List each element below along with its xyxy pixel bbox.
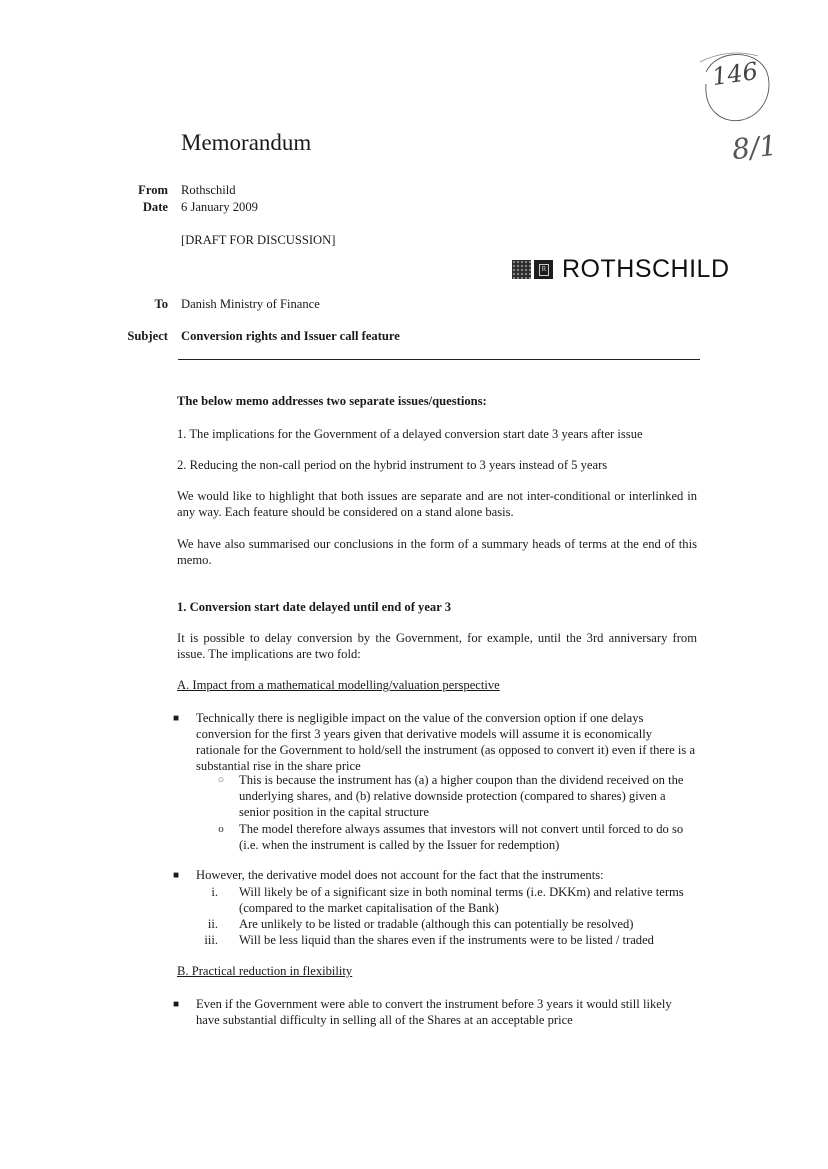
to-value: Danish Ministry of Finance <box>181 297 320 311</box>
subsection-a-sub-bullet-1: This is because the instrument has (a) a higher coupon than the dividend received on the underlying shares, and (b) relative downside protection (compared to shares) given a senior position in the capital structure <box>239 773 684 819</box>
section-1-intro: It is possible to delay conversion by the Government, for example, until the 3rd anniversary from issue. The implications are two fold: <box>177 631 697 661</box>
roman-list-item: Are unlikely to be listed or tradable (although this can potentially be resolved) <box>239 917 634 931</box>
rothschild-logo <box>512 256 730 282</box>
subsection-a-bullet-2: However, the derivative model does not account for the fact that the instruments: <box>196 868 604 882</box>
roman-numeral: iii. <box>204 933 218 947</box>
subsection-a-bullet-1: Technically there is negligible impact on the value of the conversion option if one delays conversion for the first 3 years given that derivative models will assume it is economically rationale for the Government to hold/sell the instrument (as opposed to convert it) even if there is a substantial rise in the share price <box>196 711 696 773</box>
subsection-b-heading: B. Practical reduction in flexibility <box>177 964 353 978</box>
roman-list-item: Will likely be of a significant size in both nominal terms (i.e. DKKm) and relative terms (compared to the market capitalisation of the Bank) <box>239 885 684 915</box>
bullet-square-icon: ■ <box>173 713 180 724</box>
header-divider <box>178 359 700 360</box>
handwritten-page-mark: 8/1 <box>730 128 779 167</box>
subsection-b-bullet-1: Even if the Government were able to convert the instrument before 3 years it would still likely have substantial difficulty in selling all of the Shares at an acceptable price <box>196 997 672 1027</box>
memo-title: Memorandum <box>181 130 312 155</box>
subject-value: Conversion rights and Issuer call feature <box>181 329 400 343</box>
roman-numeral: i. <box>211 885 218 899</box>
hollow-circle-bullet-icon: o <box>218 823 224 835</box>
intro-paragraph-1: We would like to highlight that both issues are separate and are not inter-conditional or interlinked in any way. Each feature should be considered on a stand alone basis. <box>177 489 697 519</box>
from-value: Rothschild <box>181 183 236 197</box>
hollow-circle-bullet-icon: ○ <box>217 774 225 786</box>
roman-numeral: ii. <box>207 917 218 931</box>
bullet-square-icon: ■ <box>173 999 180 1010</box>
to-label: To <box>154 297 168 311</box>
draft-note: [DRAFT FOR DISCUSSION] <box>181 233 336 247</box>
subsection-a-heading: A. Impact from a mathematical modelling/valuation perspective <box>177 678 500 692</box>
handwritten-stamp-number: 146 <box>710 56 760 92</box>
logo-mark-shield: R <box>534 260 553 279</box>
subsection-a-sub-bullet-2: The model therefore always assumes that investors will not convert until forced to do so (i.e. when the instrument is called by the Issuer for redemption) <box>239 822 684 852</box>
intro-paragraph-2: We have also summarised our conclusions in the form of a summary heads of terms at the end of this memo. <box>177 537 697 567</box>
date-value: 6 January 2009 <box>181 200 258 214</box>
intro-item-2: 2. Reducing the non-call period on the hybrid instrument to 3 years instead of 5 years <box>177 458 608 472</box>
logo-mark-pattern <box>512 260 531 279</box>
subject-label: Subject <box>127 329 168 343</box>
bullet-square-icon: ■ <box>173 870 180 881</box>
intro-heading: The below memo addresses two separate issues/questions: <box>177 394 487 408</box>
section-1-heading: 1. Conversion start date delayed until end of year 3 <box>177 600 452 614</box>
intro-item-1: 1. The implications for the Government of a delayed conversion start date 3 years after issue <box>177 427 643 441</box>
from-label: From <box>138 183 168 197</box>
logo-text: ROTHSCHILD <box>562 255 730 283</box>
roman-list-item: Will be less liquid than the shares even if the instruments were to be listed / traded <box>239 933 654 947</box>
date-label: Date <box>142 200 168 214</box>
